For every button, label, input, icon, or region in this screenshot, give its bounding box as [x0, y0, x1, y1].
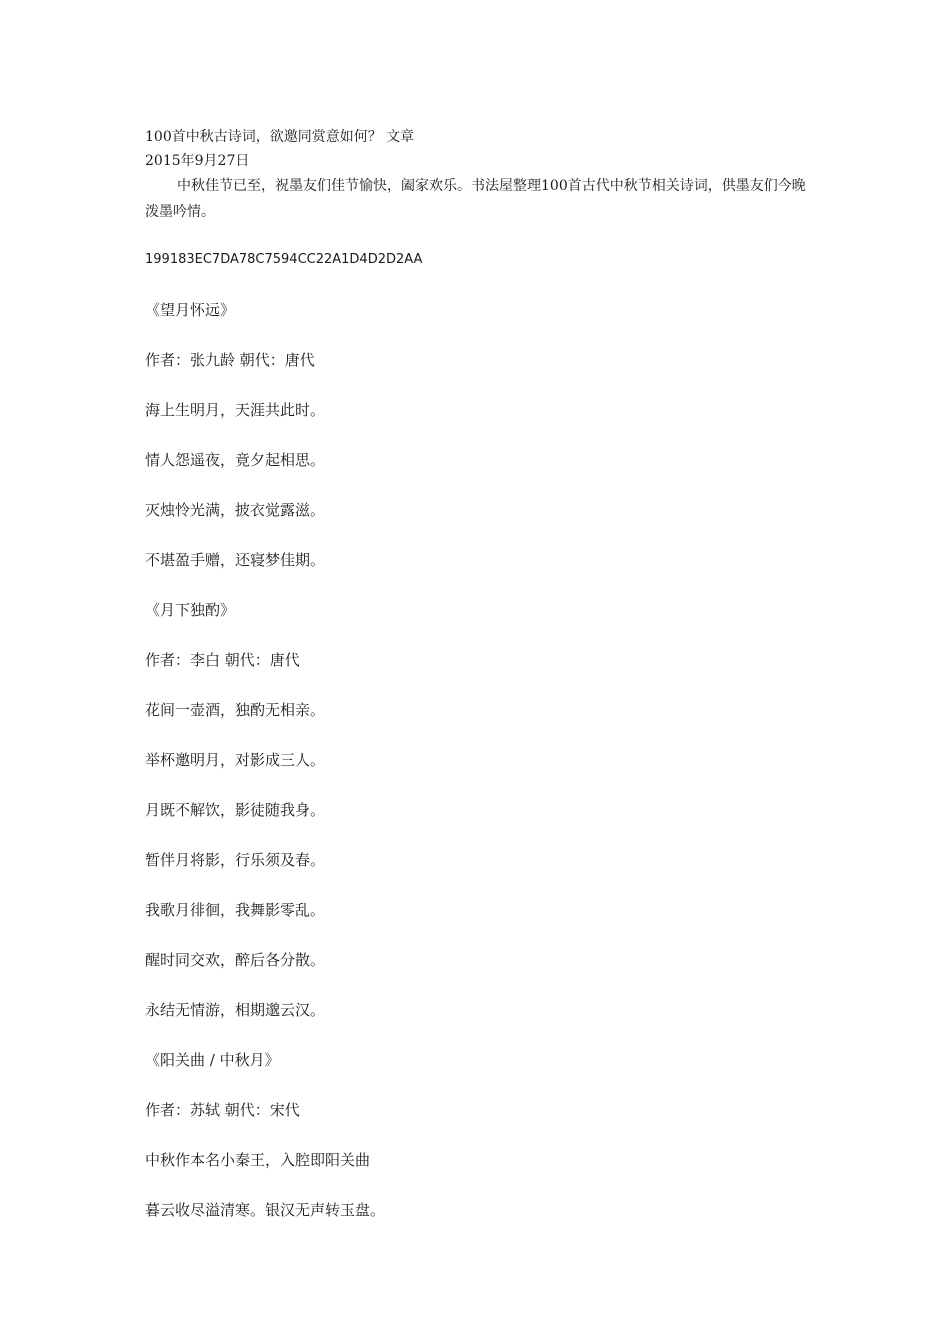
poem-list — [145, 300, 815, 1250]
poem-title: 《阳关曲 / 中秋月》 — [145, 1051, 280, 1069]
poem-line: 我歌月徘徊，我舞影零乱。 — [145, 901, 326, 919]
poem-author: 作者：苏轼 朝代：宋代 — [145, 1101, 300, 1119]
poem-line: 海上生明月，天涯共此时。 — [145, 401, 326, 419]
poem-line: 暂伴月将影，行乐须及春。 — [145, 851, 326, 869]
poem-line: 花间一壶酒，独酌无相亲。 — [145, 701, 326, 719]
document-header — [145, 125, 815, 225]
document-date: 2015年9月27日 — [145, 153, 250, 169]
poem-line: 举杯邀明月，对影成三人。 — [145, 751, 326, 769]
poem-title: 《月下独酌》 — [145, 601, 236, 619]
poem-line: 灭烛怜光满，披衣觉露滋。 — [145, 501, 326, 519]
document-title: 100首中秋古诗词，欲邀同赏意如何？ 文章 — [145, 129, 415, 145]
poem-title: 《望月怀远》 — [145, 301, 236, 319]
poem-line: 情人怨遥夜，竟夕起相思。 — [145, 451, 326, 469]
poem-line: 中秋作本名小秦王，入腔即阳关曲 — [145, 1151, 371, 1169]
poem-line: 不堪盈手赠，还寝梦佳期。 — [145, 551, 326, 569]
poem-author: 作者：张九龄 朝代：唐代 — [145, 351, 315, 369]
poem-line: 月既不解饮，影徒随我身。 — [145, 801, 326, 819]
image-id-text: 199183EC7DA78C7594CC22A1D4D2D2AA — [145, 252, 423, 267]
document-intro: 中秋佳节已至，祝墨友们佳节愉快，阖家欢乐。书法屋整理100首古代中秋节相关诗词，供墨友们今晚泼墨吟情。 — [145, 178, 806, 220]
poem-line: 醒时同交欢，醉后各分散。 — [145, 951, 326, 969]
poem-author: 作者：李白 朝代：唐代 — [145, 651, 300, 669]
poem-line: 暮云收尽溢清寒。银汉无声转玉盘。 — [145, 1201, 386, 1219]
poem-line: 永结无情游，相期邈云汉。 — [145, 1001, 326, 1019]
